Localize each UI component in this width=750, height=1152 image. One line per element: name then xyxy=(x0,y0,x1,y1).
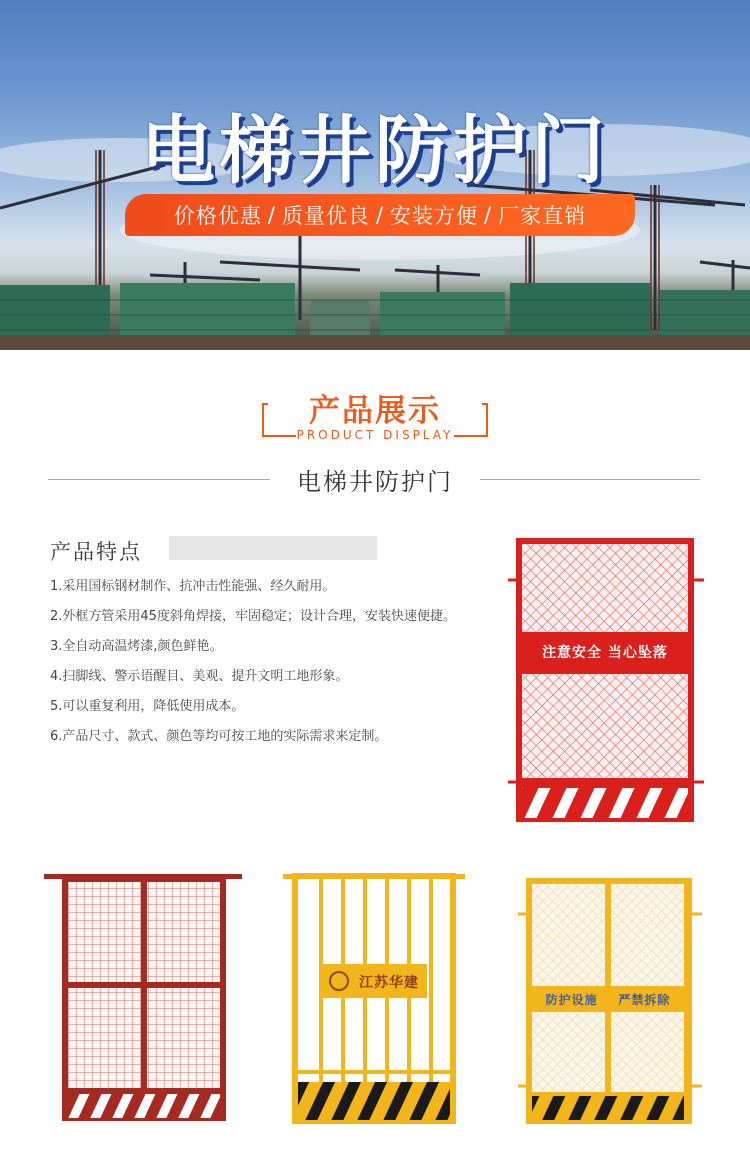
yellow-door-sign: 江苏华建 xyxy=(359,975,419,991)
red-door-sign: 注意安全 当心坠落 xyxy=(542,645,668,661)
feature-item: 6.产品尺寸、款式、颜色等均可按工地的实际需求来定制。 xyxy=(50,729,388,744)
feature-item: 5.可以重复利用，降低使用成本。 xyxy=(50,699,245,714)
section-header xyxy=(0,385,750,445)
product-heading: 电梯井防护门 xyxy=(297,468,453,496)
feature-item: 1.采用国标钢材制作、抗冲击性能强、经久耐用。 xyxy=(50,579,336,594)
features-list xyxy=(50,576,510,756)
feature-separator: / xyxy=(484,203,493,227)
features-title-bar xyxy=(169,536,377,560)
feature-price: 价格优惠 xyxy=(173,204,262,228)
cream-door-sign: 防护设施 严禁拆除 xyxy=(545,993,671,1007)
section-title: 产品展示 xyxy=(309,393,441,429)
yellow-bar-door-image xyxy=(283,872,465,1124)
red-mesh-door-image xyxy=(508,536,704,826)
divider-right xyxy=(480,479,700,480)
features-title: 产品特点 xyxy=(50,540,142,564)
hero-banner xyxy=(0,0,750,350)
feature-direct-sale: 厂家直销 xyxy=(498,204,587,228)
hero-feature-banner xyxy=(125,194,635,236)
feature-item: 4.扫脚线、警示语醒目、美观、提升文明工地形象。 xyxy=(50,669,349,684)
cream-mesh-door-image xyxy=(518,876,702,1126)
feature-quality: 质量优良 xyxy=(281,204,370,228)
feature-item: 2.外框方管采用45度斜角焊接，牢固稳定；设计合理，安装快速便捷。 xyxy=(50,609,456,624)
feature-separator: / xyxy=(267,203,276,227)
feature-install: 安装方便 xyxy=(390,204,479,228)
darkred-grid-door-image xyxy=(44,872,242,1124)
feature-separator: / xyxy=(375,203,385,227)
section-subtitle: PRODUCT DISPLAY xyxy=(296,428,454,442)
hero-title: 电梯井防护门 xyxy=(141,108,609,194)
feature-item: 3.全自动高温烤漆,颜色鲜艳。 xyxy=(50,639,223,654)
